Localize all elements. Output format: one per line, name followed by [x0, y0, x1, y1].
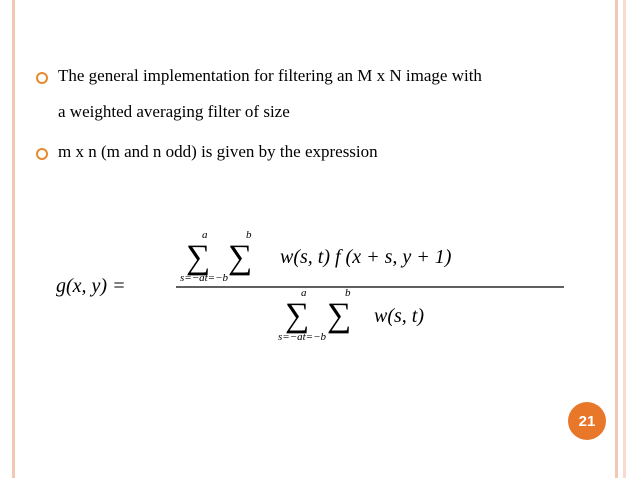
num-sum1-upper: a	[202, 229, 208, 241]
den-sum1-upper: a	[301, 287, 307, 299]
right-border-line-outer	[623, 0, 626, 478]
page-number-badge	[568, 402, 606, 440]
num-sum1-sigma: ∑	[186, 239, 211, 276]
formula-denominator: w(s, t)	[374, 305, 424, 327]
right-border-line	[615, 0, 618, 478]
den-sum1-sigma: ∑	[285, 297, 310, 334]
den-sum2-sigma: ∑	[327, 297, 352, 334]
bullet-text-1-line-2: a weighted averaging filter of size	[58, 102, 290, 121]
bullet-circle-icon	[36, 72, 48, 84]
formula-numerator: w(s, t) f (x + s, y + 1)	[280, 246, 452, 268]
den-sum2-upper: b	[345, 287, 351, 299]
left-border-line	[12, 0, 15, 478]
num-sum-lower: s=−at=−b	[180, 272, 229, 284]
formula-lhs: g(x, y) =	[56, 275, 126, 297]
num-sum2-sigma: ∑	[228, 239, 253, 276]
bullet-circle-icon	[36, 148, 48, 160]
bullet-text-1-line-1: The general implementation for filtering an M x N image with	[58, 66, 482, 85]
den-sum-lower: s=−at=−b	[278, 331, 327, 343]
num-sum2-upper: b	[246, 229, 252, 241]
weighted-average-formula	[56, 220, 576, 350]
page-number: 21	[578, 412, 596, 430]
bullet-text-2: m x n (m and n odd) is given by the expression	[58, 142, 378, 161]
